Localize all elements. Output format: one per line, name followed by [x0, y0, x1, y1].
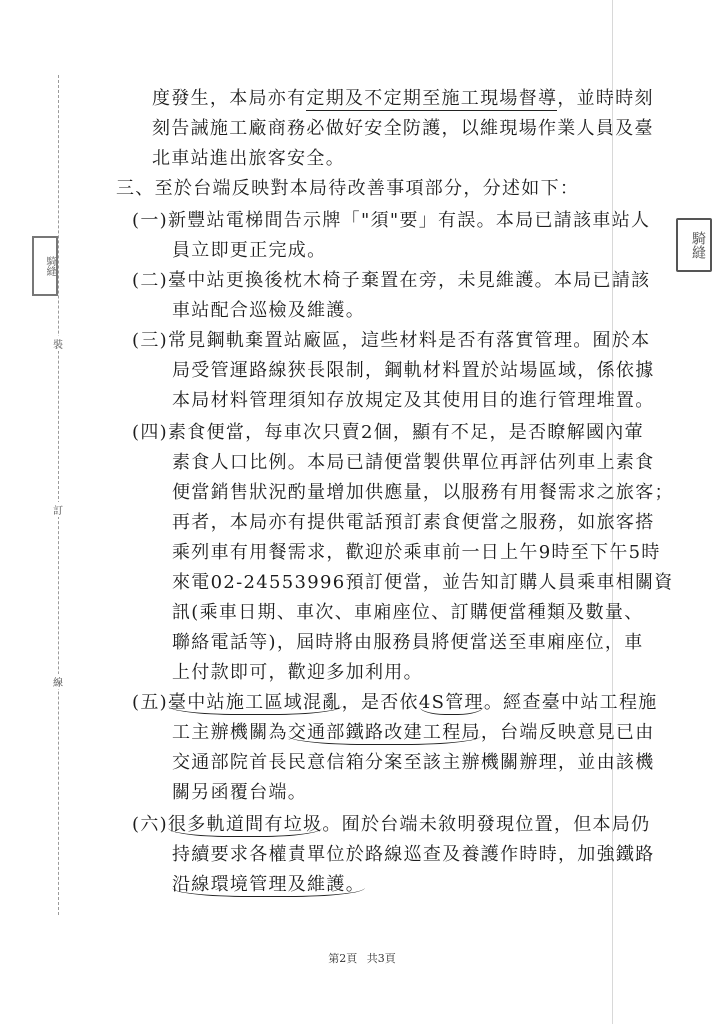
item-5-line-4: 關另函覆台端。: [172, 782, 308, 803]
item-2-line-1: (二)臺中站更換後枕木椅子棄置在旁，未見維護。本局已請該: [132, 270, 651, 291]
underline-taichung-site: 臺中站施工區域混亂: [167, 692, 342, 713]
binding-char-ding: 訂: [53, 502, 63, 517]
item-5-line-2: 工主辦機關為交通部鐵路改建工程局，台端反映意見已由: [172, 722, 655, 743]
item-4-line-5: 乘列車有用餐需求，歡迎於乘車前一日上午9時至下午5時: [172, 542, 661, 563]
underline-railway-bureau: 交通部鐵路改建工程局: [287, 722, 481, 743]
intro-line-1: 度發生，本局亦有定期及不定期至施工現場督導，並時時刻: [152, 88, 654, 109]
item-5-line-3: 交通部院首長民意信箱分案至該主辦機關辦理，並由該機: [172, 752, 655, 773]
item-2-line-2: 車站配合巡檢及維護。: [172, 300, 365, 321]
item-1-line-1: (一)新豐站電梯間告示牌「"須"要」有誤。本局已請該車站人: [132, 210, 651, 231]
underline-garbage: 很多軌道間有垃圾: [167, 814, 323, 835]
item-4-line-4: 再者，本局亦有提供電話預訂素食便當之服務，如旅客搭: [172, 512, 655, 533]
item-4-line-1: (四)素食便當，每車次只賣2個，顯有不足，是否瞭解國內葷: [132, 422, 644, 443]
seam-seal-left: 騎縫: [32, 236, 58, 296]
intro-line-3: 北車站進出旅客安全。: [152, 148, 345, 169]
item-4-line-7: 訊(乘車日期、車次、車廂座位、訂購便當種類及數量、: [172, 602, 644, 623]
binding-char-xian: 線: [53, 674, 63, 689]
item-5-line-1: (五)臺中站施工區域混亂，是否依4S管理。經查臺中站工程施: [132, 692, 658, 713]
item-4-line-9: 上付款即可，歡迎多加利用。: [172, 662, 423, 683]
page-footer: [0, 950, 724, 966]
underline-4s: 4S管理: [418, 692, 484, 713]
intro-line-2: 刻告誡施工廠商務必做好安全防護，以維現場作業人員及臺: [152, 118, 654, 139]
item-3-line-1: (三)常見鋼軌棄置站廠區，這些材料是否有落實管理。囿於本: [132, 330, 651, 351]
item-4-line-2: 素食人口比例。本局已請便當製供單位再評估列車上素食: [172, 452, 655, 473]
item-6-line-1: (六)很多軌道間有垃圾。囿於台端未敘明發現位置，但本局仍: [132, 814, 651, 835]
item-1-line-2: 員立即更正完成。: [172, 240, 327, 261]
underline-inspection: 定期及不定期至施工現場督導: [306, 88, 558, 109]
item-3-line-2: 局受管運路線狹長限制，鋼軌材料置於站場區域，係依據: [172, 360, 655, 381]
binding-char-zhuang: 裝: [53, 336, 63, 351]
page-total: 共3頁: [366, 952, 396, 965]
binding-line: [58, 75, 59, 915]
item-6-line-3: [172, 870, 365, 900]
item-4-line-3: 便當銷售狀況酌量增加供應量，以服務有用餐需求之旅客；: [172, 482, 674, 503]
item-3-line-3: 本局材料管理須知存放規定及其使用目的進行管理堆置。: [172, 390, 655, 411]
item-4-line-8: 聯絡電話等)，屆時將由服務員將便當送至車廂座位，車: [172, 632, 644, 653]
item-6-line-2: 持續要求各權責單位於路線巡查及養護作時時，加強鐵路: [172, 844, 655, 865]
page-number: 第2頁: [328, 952, 358, 965]
seam-seal-right: 騎縫: [676, 218, 712, 272]
underline-environment: 沿線環境管理及維護。: [172, 874, 365, 895]
item-4-line-6: 來電02-24553996預訂便當，並告知訂購人員乘車相關資: [172, 572, 674, 593]
section-3-heading: 三、至於台端反映對本局待改善事項部分，分述如下：: [116, 178, 580, 199]
